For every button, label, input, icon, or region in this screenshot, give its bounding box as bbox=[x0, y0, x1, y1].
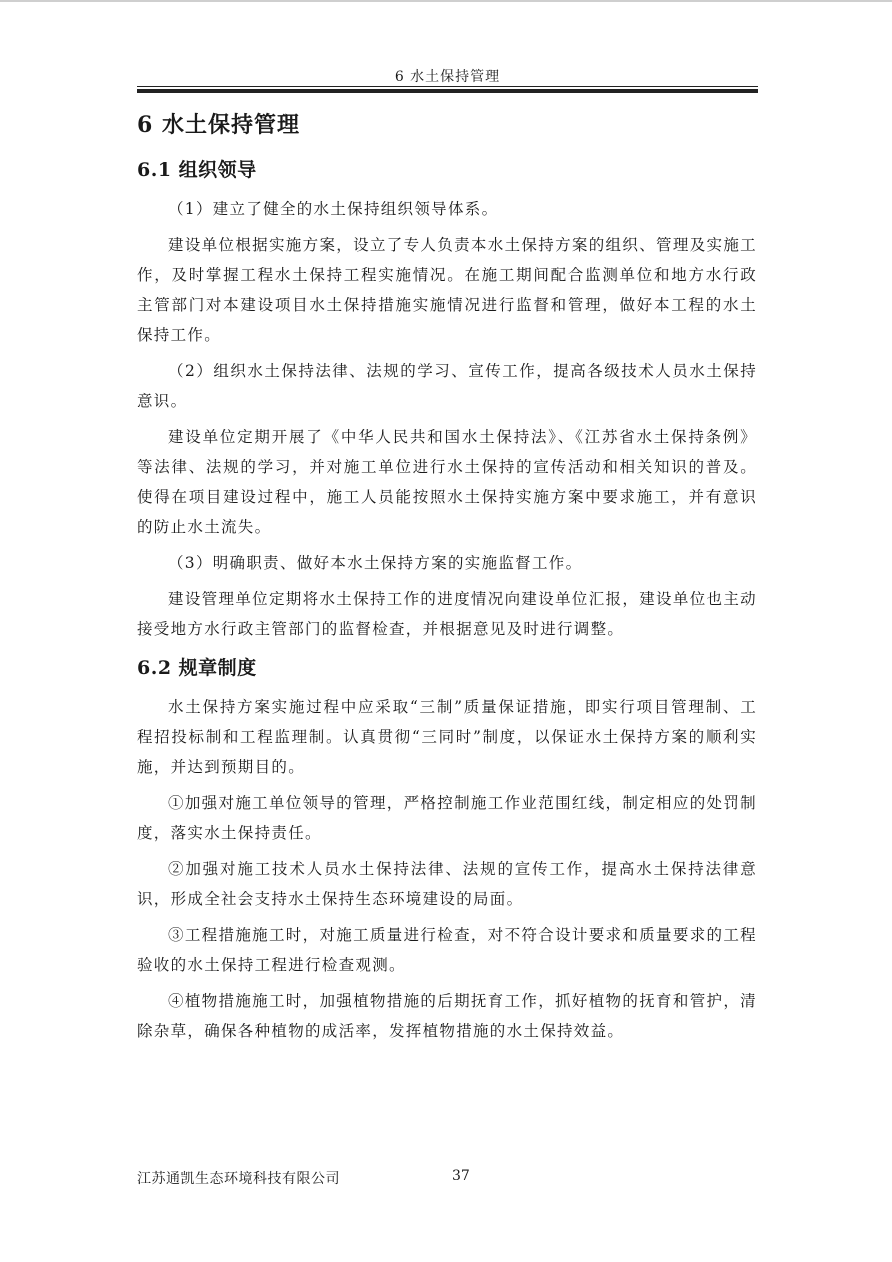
paragraph: 建设单位定期开展了《中华人民共和国水土保持法》、《江苏省水土保持条例》等法律、法规的学习，并对施工单位进行水土保持的宣传活动和相关知识的普及。使得在项目建设过程中，施工人员能按照水土保持实施方案中要求施工，并有意识的防止水土流失。 bbox=[137, 428, 757, 536]
footer-company: 江苏通凯生态环境科技有限公司 bbox=[137, 1171, 340, 1187]
paragraph: （1）建立了健全的水土保持组织领导体系。 bbox=[168, 200, 499, 218]
paragraph: ②加强对施工技术人员水土保持法律、法规的宣传工作，提高水土保持法律意识，形成全社会支持水土保持生态环境建设的局面。 bbox=[137, 860, 757, 908]
section-title: 6.2 规章制度 bbox=[137, 657, 257, 679]
chapter-title: 6 水土保持管理 bbox=[137, 112, 300, 138]
paragraph: （3）明确职责、做好本水土保持方案的实施监督工作。 bbox=[168, 554, 583, 572]
paragraph: ④植物措施施工时，加强植物措施的后期抚育工作，抓好植物的抚育和管护，清除杂草，确保各种植物的成活率，发挥植物措施的水土保持效益。 bbox=[137, 992, 757, 1040]
paragraph: 水土保持方案实施过程中应采取“三制”质量保证措施，即实行项目管理制、工程招投标制和工程监理制。认真贯彻“三同时”制度，以保证水土保持方案的顺利实施，并达到预期目的。 bbox=[137, 698, 757, 776]
running-header: 6 水土保持管理 bbox=[394, 69, 501, 85]
page-body bbox=[137, 108, 757, 1052]
header-rule-thick bbox=[137, 89, 758, 93]
paragraph: ①加强对施工单位领导的管理，严格控制施工作业范围红线，制定相应的处罚制度，落实水土保持责任。 bbox=[137, 794, 757, 842]
section-title: 6.1 组织领导 bbox=[137, 159, 257, 181]
page-number: 37 bbox=[452, 1168, 470, 1184]
paragraph: （2）组织水土保持法律、法规的学习、宣传工作，提高各级技术人员水土保持意识。 bbox=[137, 362, 757, 410]
paragraph: 建设管理单位定期将水土保持工作的进度情况向建设单位汇报，建设单位也主动接受地方水行政主管部门的监督检查，并根据意见及时进行调整。 bbox=[137, 590, 757, 638]
paragraph: ③工程措施施工时，对施工质量进行检查，对不符合设计要求和质量要求的工程验收的水土保持工程进行检查观测。 bbox=[137, 926, 757, 974]
paragraph: 建设单位根据实施方案，设立了专人负责本水土保持方案的组织、管理及实施工作，及时掌握工程水土保持工程实施情况。在施工期间配合监测单位和地方水行政主管部门对本建设项目水土保持措施实施情况进行监督和管理，做好本工程的水土保持工作。 bbox=[137, 236, 757, 344]
header-rule-thin bbox=[137, 86, 758, 87]
page-top-edge bbox=[0, 0, 892, 2]
